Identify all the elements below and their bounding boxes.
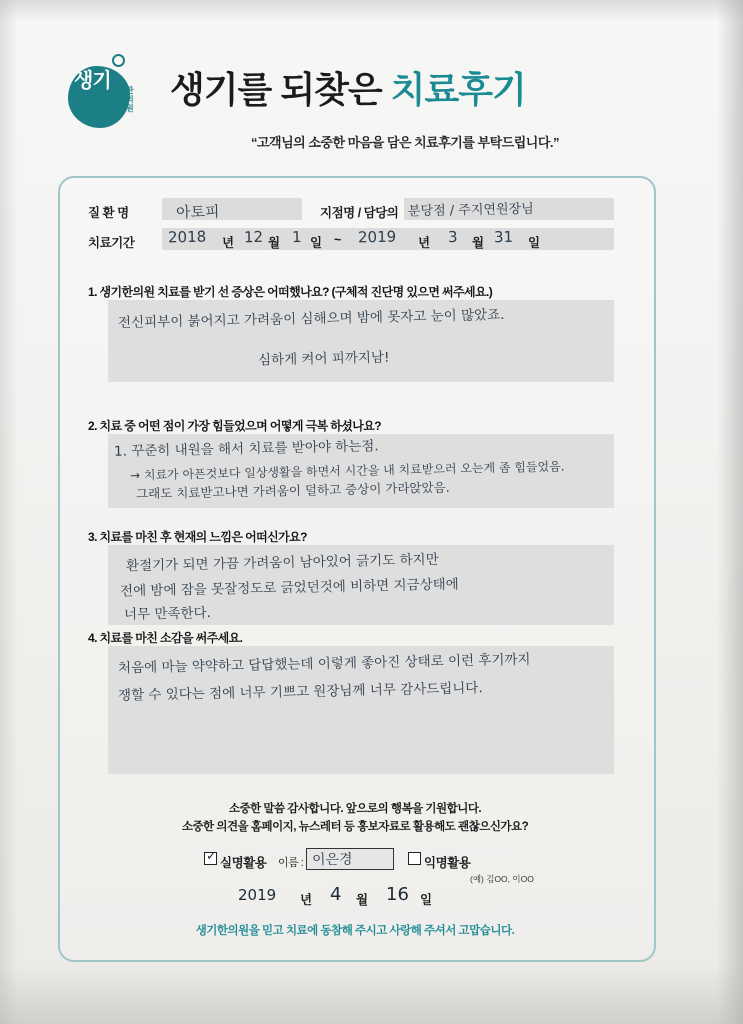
unit-month-end: 월 (472, 236, 484, 250)
answer-1-line-1: 전신피부이 붉어지고 가려움이 심해으며 밤에 못자고 눈이 많았죠. (117, 306, 505, 332)
label-disease: 질 환 명 (88, 206, 129, 220)
value-period-day-start: 1 (291, 227, 302, 247)
answer-3-line-3: 너무 만족한다. (123, 605, 212, 623)
checkbox-real-name[interactable] (204, 849, 217, 865)
answer-1-line-2: 심하게 켜어 피까지남! (257, 349, 390, 369)
page-title-plain: 생기를 되찾은 (170, 69, 391, 110)
value-period-month-start: 12 (243, 227, 264, 247)
signed-month: 4 (330, 884, 342, 905)
value-period-year-start: 2018 (167, 227, 207, 247)
unit-day-start: 일 (310, 236, 322, 250)
checkbox-anonymous[interactable] (408, 852, 421, 865)
example-note: (예) 김OO, 이OO (470, 874, 534, 884)
value-disease: 아토피 (175, 202, 220, 222)
question-2 (88, 417, 381, 434)
answer-3-line-2: 전에 밤에 잠을 못잘정도로 긁었던것에 비하면 지금상태에 (119, 576, 459, 600)
page-title (170, 62, 640, 110)
logo-sub-text: 한의원 (126, 86, 134, 113)
logo-dot-shape (112, 54, 125, 67)
unit-year-start: 년 (222, 236, 234, 250)
answer-3-line-1: 환절기가 되면 가끔 가려움이 남아있어 긁기도 하지만 (125, 551, 439, 575)
signed-month-unit: 월 (356, 893, 368, 907)
clinic-logo-icon (62, 52, 140, 130)
answer-2-line-3: 그래도 치료받고나면 가려움이 덜하고 증상이 가라앉았음. (135, 479, 450, 502)
thanks-line-2: 소중한 의견을 홈페이지, 뉴스레터 등 홍보자료로 활용해도 괜찮으신가요? (181, 821, 529, 833)
check-mark-icon: ✓ (206, 849, 217, 864)
question-4 (88, 629, 242, 646)
question-3-number: 3. (88, 530, 97, 544)
answer-2-line-1: 1. 꾸준히 내원을 해서 치료를 받아야 하는점. (113, 438, 379, 460)
question-2-number: 2. (88, 419, 97, 433)
period-tilde: ~ (334, 233, 341, 247)
signed-year: 2019 (238, 886, 277, 904)
scan-shadow-top (0, 0, 743, 22)
question-1-number: 1. (88, 285, 97, 299)
answer-2-line-2: → 치료가 아픈것보다 일상생활을 하면서 시간을 내 치료받으러 오는게 좀 힘들었음. (129, 459, 565, 483)
scan-shadow-bottom (0, 964, 743, 1024)
question-4-number: 4. (88, 631, 97, 645)
signed-day-unit: 일 (420, 893, 432, 907)
question-3 (88, 528, 307, 545)
unit-day-end: 일 (528, 236, 540, 250)
scan-shadow-left (0, 0, 18, 1024)
thanks-line-1: 소중한 말씀 감사합니다. 앞으로의 행복을 기원합니다. (228, 803, 482, 815)
unit-month-start: 월 (268, 236, 280, 250)
page-title-accent: 치료후기 (390, 69, 526, 110)
value-name: 이은경 (311, 851, 353, 869)
label-name: 이름 : (278, 857, 304, 869)
label-anonymous-option: 익명활용 (424, 856, 471, 870)
closing-message: 생기한의원을 믿고 치료에 동참해 주시고 사랑해 주셔서 고맙습니다. (195, 925, 515, 937)
label-branch: 지점명 / 담당의 (320, 206, 399, 220)
question-4-text: 치료를 마친 소감을 써주세요. (99, 631, 243, 645)
question-3-text: 치료를 마친 후 현재의 느낌은 어떠신가요? (99, 530, 307, 544)
logo-brand-text: 생기 (74, 70, 111, 92)
question-2-text: 치료 중 어떤 점이 가장 힘들었으며 어떻게 극복 하셨나요? (99, 419, 381, 433)
scan-shadow-right (717, 0, 743, 1024)
value-period-month-end: 3 (447, 227, 458, 247)
answer-4-line-2: 쟁할 수 있다는 점에 너무 기쁘고 원장님께 너무 감사드립니다. (117, 680, 483, 704)
question-1-text: 생기한의원 치료를 받기 선 증상은 어떠했나요? (구체적 진단명 있으면 써주세요.) (99, 285, 493, 299)
page-subtitle: “고객님의 소중한 마음을 담은 치료후기를 부탁드립니다.” (250, 135, 559, 150)
signed-year-unit: 년 (300, 893, 312, 907)
value-period-day-end: 31 (493, 227, 514, 247)
signed-day: 16 (386, 884, 409, 905)
label-period: 치료기간 (88, 236, 135, 250)
question-1 (88, 283, 492, 300)
unit-year-end: 년 (418, 236, 430, 250)
label-real-name-option: 실명활용 (220, 856, 267, 870)
value-period-year-end: 2019 (357, 227, 397, 247)
answer-4-line-1: 처음에 마늘 약약하고 답답했는데 이렇게 좋아진 상태로 이런 후기까지 (117, 651, 531, 677)
value-branch: 분당점 / 주지연원장님 (407, 201, 534, 220)
